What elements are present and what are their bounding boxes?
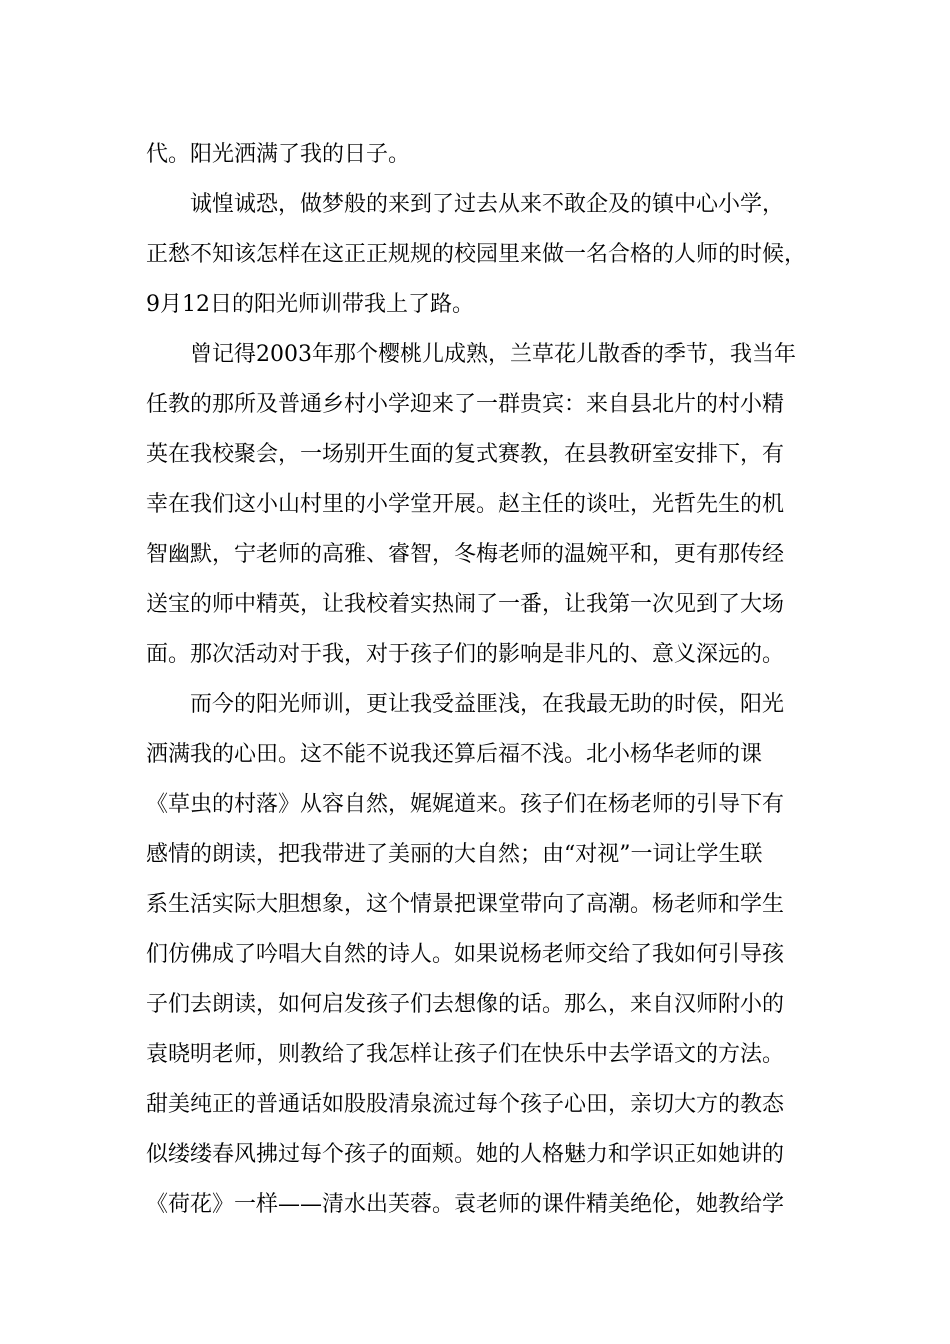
text-line: 诚惶诚恐，做梦般的来到了过去从来不敢企及的镇中心小学，: [190, 192, 785, 217]
text-line: 感情的朗读，把我带进了美丽的大自然；由“对视”一词让学生联: [146, 842, 763, 867]
document-body: [146, 130, 806, 1230]
text-line: 9月12日的阳光师训带我上了路。: [146, 292, 474, 317]
text-line: 任教的那所及普通乡村小学迎来了一群贵宾：来自县北片的村小精: [146, 392, 785, 417]
text-line: 而今的阳光师训，更让我受益匪浅，在我最无助的时侯，阳光: [190, 692, 785, 717]
text-line: 袁晓明老师，则教给了我怎样让孩子们在快乐中去学语文的方法。: [146, 1042, 785, 1067]
paragraph: [146, 180, 806, 330]
paragraph: [146, 130, 806, 180]
paragraph: [146, 680, 806, 1230]
text-line: 似缕缕春风拂过每个孩子的面颊。她的人格魅力和学识正如她讲的: [146, 1142, 785, 1167]
text-line: 《草虫的村落》从容自然，娓娓道来。孩子们在杨老师的引导下有: [146, 792, 785, 817]
paragraph: [146, 330, 806, 680]
text-line: 幸在我们这小山村里的小学堂开展。赵主任的谈吐，光哲先生的机: [146, 492, 785, 517]
text-line: 系生活实际大胆想象，这个情景把课堂带向了高潮。杨老师和学生: [146, 892, 785, 917]
text-line: 洒满我的心田。这不能不说我还算后福不浅。北小杨华老师的课: [146, 742, 763, 767]
text-line: 面。那次活动对于我，对于孩子们的影响是非凡的、意义深远的。: [146, 642, 785, 667]
text-line: 送宝的师中精英，让我校着实热闹了一番，让我第一次见到了大场: [146, 592, 785, 617]
text-line: 曾记得2003年那个樱桃儿成熟，兰草花儿散香的季节，我当年: [190, 342, 796, 367]
text-line: 们仿佛成了吟唱大自然的诗人。如果说杨老师交给了我如何引导孩: [146, 942, 785, 967]
text-line: 甜美纯正的普通话如股股清泉流过每个孩子心田，亲切大方的教态: [146, 1092, 785, 1117]
text-line: 子们去朗读，如何启发孩子们去想像的话。那么，来自汉师附小的: [146, 992, 785, 1017]
text-line: 代。阳光洒满了我的日子。: [146, 142, 411, 167]
text-line: 《荷花》一样——清水出芙蓉。袁老师的课件精美绝伦，她教给学: [146, 1192, 785, 1217]
text-line: 智幽默，宁老师的高雅、睿智，冬梅老师的温婉平和，更有那传经: [146, 542, 785, 567]
text-line: 正愁不知该怎样在这正正规规的校园里来做一名合格的人师的时候，: [146, 242, 807, 267]
text-line: 英在我校聚会，一场别开生面的复式赛教，在县教研室安排下，有: [146, 442, 785, 467]
